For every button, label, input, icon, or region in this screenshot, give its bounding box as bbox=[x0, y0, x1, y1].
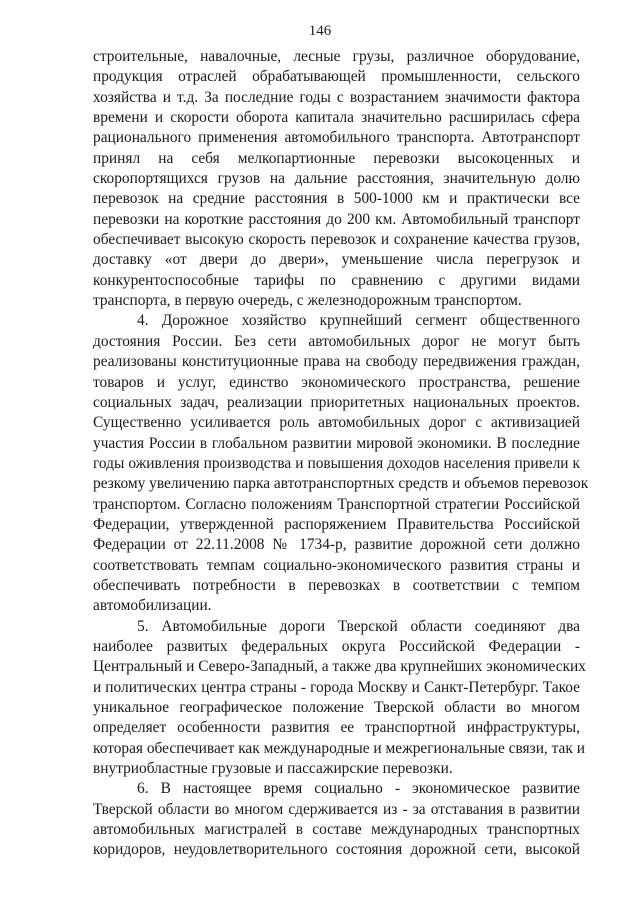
text-line: скоропортящихся грузов на дальние расстояния, значительную долю bbox=[93, 170, 580, 188]
text-line: перевозки на короткие расстояния до 200 км. Автомобильный транспорт bbox=[93, 210, 580, 228]
text-line: участия России в глобальном развитии мировой экономики. В последние bbox=[93, 434, 580, 452]
text-line: 4. Дорожное хозяйство крупнейший сегмент общественного bbox=[137, 312, 580, 330]
text-line: обеспечивать потребности в перевозках в соответствии с темпом bbox=[93, 576, 580, 594]
text-line: Существенно усиливается роль автомобильных дорог с активизацией bbox=[93, 414, 580, 432]
text-line: хозяйства и т.д. За последние годы с возрастанием значимости фактора bbox=[93, 88, 580, 106]
text-line: коридоров, неудовлетворительного состояния дорожной сети, высокой bbox=[93, 841, 580, 859]
text-line: автомобильных магистралей в составе международных транспортных bbox=[93, 821, 580, 839]
text-line: Федерации от 22.11.2008 № 1734-р, развитие дорожной сети должно bbox=[93, 536, 580, 554]
text-line: годы оживления производства и повышения доходов населения привели к bbox=[93, 454, 580, 472]
text-line: 5. Автомобильные дороги Тверской области соединяют два bbox=[137, 617, 580, 635]
text-line: социальных задач, реализации приоритетных национальных проектов. bbox=[93, 393, 580, 411]
text-line: обеспечивает высокую скорость перевозок и сохранение качества грузов, bbox=[93, 231, 580, 249]
text-line: транспортом. Согласно положениям Транспортной стратегии Российской bbox=[93, 495, 580, 513]
text-line: строительные, навалочные, лесные грузы, различное оборудование, bbox=[93, 48, 580, 65]
text-line: рационального применения автомобильного транспорта. Автотранспорт bbox=[93, 129, 580, 147]
text-line: наиболее развитых федеральных округа Российской Федерации - bbox=[93, 637, 580, 655]
text-line: транспорта, в первую очередь, с железнодорожным транспортом. bbox=[93, 292, 522, 310]
text-line: автомобилизации. bbox=[93, 597, 212, 615]
text-line: Центральный и Северо-Западный, а также два крупнейших экономических bbox=[93, 658, 586, 676]
text-line: Тверской области во многом сдерживается из - за отставания в развитии bbox=[93, 800, 580, 818]
text-line: конкурентоспособные тарифы по сравнению с другими видами bbox=[93, 271, 580, 289]
text-line: которая обеспечивает как международные и межрегиональные связи, так и bbox=[93, 739, 585, 757]
text-line: соответствовать темпам социально-экономического развития страны и bbox=[93, 556, 580, 574]
text-line: продукция отраслей обрабатывающей промышленности, сельского bbox=[93, 68, 580, 86]
text-line: Федерации, утвержденной распоряжением Правительства Российской bbox=[93, 515, 580, 533]
text-line: 6. В настоящее время социально - экономическое развитие bbox=[137, 780, 580, 798]
text-line: определяет особенности развития ее транспортной инфраструктуры, bbox=[93, 719, 580, 737]
text-line: перевозок на средние расстояния в 500-1000 км и практически все bbox=[93, 190, 580, 208]
text-line: внутриобластные грузовые и пассажирские перевозки. bbox=[93, 760, 453, 778]
text-line: и политических центра страны - города Москву и Санкт-Петербург. Такое bbox=[93, 678, 580, 696]
text-line: уникальное географическое положение Тверской области во многом bbox=[93, 699, 580, 716]
text-line: товаров и услуг, единство экономического пространства, решение bbox=[93, 373, 580, 391]
text-line: доставку «от двери до двери», уменьшение числа перегрузок и bbox=[93, 251, 580, 269]
text-line: принял на себя мелкопартионные перевозки высокоценных и bbox=[93, 149, 580, 167]
text-line: резкому увеличению парка автотранспортных средств и объемов перевозок bbox=[93, 475, 589, 493]
text-line: достояния России. Без сети автомобильных дорог не могут быть bbox=[93, 332, 580, 350]
text-line: реализованы конституционные права на свободу передвижения граждан, bbox=[93, 353, 580, 371]
body-text bbox=[93, 47, 589, 861]
text-line: времени и скорости оборота капитала значительно расширилась сфера bbox=[93, 109, 580, 127]
page-number: 146 bbox=[308, 23, 332, 39]
